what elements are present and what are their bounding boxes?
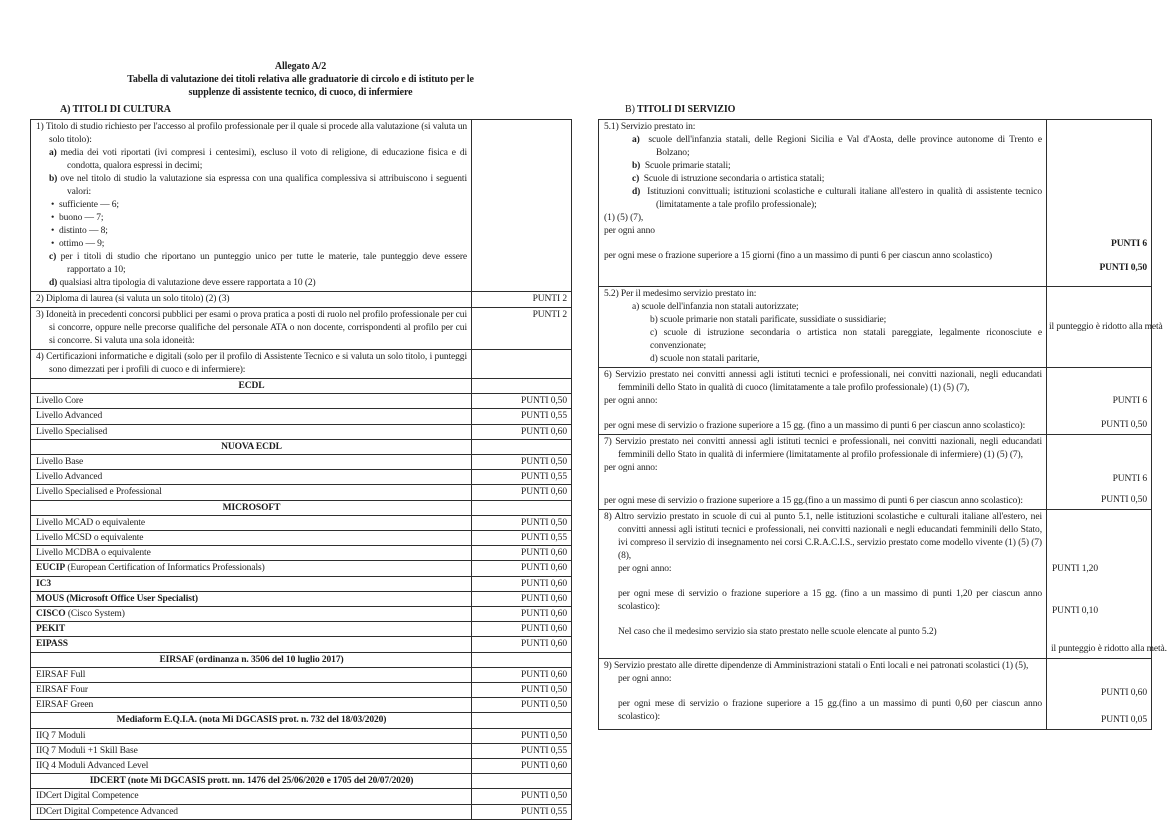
row-titolo-di-studio — [31, 120, 572, 292]
cert-item-cell — [31, 591, 472, 606]
row-7-points — [1047, 435, 1152, 510]
item-text: scuole dell'infanzia statali, delle Regioni Sicilia e Val d'Aosta, delle province autonome di Trento e Bolzano; — [648, 135, 1042, 158]
cert-item-row — [31, 409, 572, 424]
row-9-text-cell — [599, 659, 1047, 730]
item-text: per i titoli di studio che riportano un punteggio unico per tutte le materie, tale punteggio deve essere rapportato a 10; — [60, 252, 467, 275]
row-8-content — [604, 511, 1042, 657]
cert-item-points-cell — [472, 409, 572, 424]
cert-item-row — [31, 531, 572, 546]
cert-item-row — [31, 591, 572, 606]
row-3-text-cell — [31, 308, 472, 350]
row-7-per-mese: per ogni mese di servizio o frazione superiore a 15 gg.(fino a un massimo di punti 6 per ciascun anno scolastico): — [604, 496, 1023, 506]
right-section-heading — [598, 103, 1152, 117]
bullet-icon: • — [51, 239, 55, 249]
cert-item-points-cell — [472, 698, 572, 713]
item-text: ove nel titolo di studio la valutazione sia espressa con una qualifica complessiva si attribuiscono i seguenti valori: — [60, 174, 467, 197]
cert-item-rest: (European Certification of Informatics Professionals) — [65, 563, 265, 574]
item-label: d) — [49, 278, 58, 288]
points-per-mese: PUNTI 0,50 — [1099, 263, 1147, 273]
cert-item-cell — [31, 667, 472, 682]
row-4-text: 4) Certificazioni informatiche e digitali (solo per il profilo di Assistente Tecnico e si valuta un solo titolo, i punteggi sono dimezzati per i profili di cuoco e di infermiere): — [36, 352, 467, 375]
row-6-per-anno: per ogni anno: — [604, 396, 658, 406]
row-6-content — [604, 369, 1042, 433]
cert-item-cell — [31, 455, 472, 470]
cert-item-points-cell — [472, 607, 572, 622]
row-4-points — [472, 350, 572, 379]
cert-item-cell — [31, 698, 472, 713]
cert-item-points: PUNTI 0,60 — [521, 639, 567, 650]
cert-item-points-cell — [472, 515, 572, 530]
cert-item-points-cell — [472, 683, 572, 698]
row-7-text: 7) Servizio prestato nei convitti annessi agli istituti tecnici e professionali, nei convitti nazionali, negli educandati femminili dello Stato in qualità di infermiere (limitatamente al profilo professionale di infermiere) (1) (5) (7), — [604, 437, 1042, 460]
row-5-2-text-cell — [599, 287, 1047, 368]
row-2-text-cell — [31, 292, 472, 308]
cert-item-points-cell — [472, 804, 572, 819]
cert-item-points-cell — [472, 394, 572, 409]
row-5-1-item-b — [604, 160, 1042, 173]
row-1-bullet-3 — [36, 225, 467, 238]
row-5-1-item-c — [604, 173, 1042, 186]
cert-item-points-cell — [472, 637, 572, 652]
points-per-mese: PUNTI 0,50 — [1101, 495, 1147, 505]
cert-item-points-cell — [472, 789, 572, 804]
cert-item-rest: Livello Core — [36, 396, 84, 407]
row-1-intro: 1) Titolo di studio richiesto per l'accesso al profilo professionale per il quale si procede alla valutazione (si valuta un solo titolo): — [36, 122, 467, 145]
cert-item-rest: Livello Specialised e Professional — [36, 487, 162, 498]
row-5-2-item-b: b) scuole primarie non statali parificate, sussidiate o sussidiarie; — [650, 315, 887, 325]
cert-item-bold: CISCO — [36, 609, 66, 620]
cert-item-points-cell — [472, 546, 572, 561]
cert-item-row — [31, 394, 572, 409]
row-1-item-c — [36, 251, 467, 277]
item-label: b) — [49, 174, 58, 184]
cert-item-points-cell — [472, 424, 572, 439]
cert-item-bold: EIPASS — [36, 639, 68, 650]
cert-item-points: PUNTI 0,50 — [521, 791, 567, 802]
points-value: PUNTI 2 — [532, 310, 567, 320]
cert-item-row — [31, 637, 572, 652]
cert-item-cell — [31, 576, 472, 591]
cert-item-points: PUNTI 0,60 — [521, 609, 567, 620]
row-6-points — [1047, 368, 1152, 435]
cert-item-points-cell — [472, 622, 572, 637]
cert-section-label: NUOVA ECDL — [221, 441, 282, 452]
points-per-anno: PUNTI 6 — [1112, 474, 1147, 484]
cert-section-row — [31, 439, 572, 454]
cert-item-points: PUNTI 0,50 — [521, 517, 567, 528]
cert-item-row — [31, 759, 572, 774]
row-5-2-item-a: a) scuole dell'infanzia non statali autorizzate; — [632, 302, 799, 312]
title-line-2: Tabella di valutazione dei titoli relativa alle graduatorie di circolo e di istituto per le — [127, 74, 474, 85]
cert-item-cell — [31, 804, 472, 819]
heading-text: TITOLI DI SERVIZIO — [637, 104, 736, 115]
row-2-text: 2) Diploma di laurea (si valuta un solo titolo) (2) (3) — [36, 294, 230, 304]
points-per-anno: PUNTI 6 — [1111, 239, 1147, 249]
bullet-text: buono — 7; — [59, 213, 104, 223]
cert-section-cell — [31, 439, 472, 454]
cert-item-points-cell — [472, 455, 572, 470]
cert-item-points: PUNTI 0,55 — [521, 472, 567, 483]
bullet-icon: • — [51, 200, 55, 210]
cert-item-cell — [31, 728, 472, 743]
row-7-text-cell — [599, 435, 1047, 510]
title-line-allegato: Allegato A/2 — [274, 61, 327, 72]
row-6-text-cell — [599, 368, 1047, 435]
heading-prefix: B) — [625, 104, 635, 115]
row-titolo-di-studio-text — [31, 120, 472, 292]
cert-item-points: PUNTI 0,60 — [521, 669, 567, 680]
row-1-bullet-1 — [36, 199, 467, 212]
cert-item-row — [31, 683, 572, 698]
bullet-icon: • — [51, 213, 55, 223]
cert-item-row — [31, 789, 572, 804]
cert-item-cell — [31, 759, 472, 774]
cert-item-points-cell — [472, 576, 572, 591]
cert-section-points — [472, 713, 572, 728]
cert-item-row — [31, 804, 572, 819]
cert-item-cell — [31, 607, 472, 622]
row-1-item-b — [36, 173, 467, 199]
cert-item-points: PUNTI 0,50 — [521, 457, 567, 468]
points-ridotto-meta: il punteggio è ridotto alla metà. — [1051, 644, 1167, 654]
cert-item-cell — [31, 546, 472, 561]
row-8-nel-caso: Nel caso che il medesimo servizio sia stato prestato nelle scuole elencate al punto 5.2) — [618, 627, 937, 637]
cert-item-cell — [31, 743, 472, 758]
service-row-9 — [599, 659, 1152, 730]
cert-item-points-cell — [472, 470, 572, 485]
cert-section-cell — [31, 652, 472, 667]
bullet-icon: • — [51, 226, 55, 236]
cert-item-row — [31, 607, 572, 622]
cert-item-row — [31, 728, 572, 743]
cert-item-row — [31, 622, 572, 637]
row-5-1-text-cell — [599, 120, 1047, 287]
cert-section-cell — [31, 379, 472, 394]
cert-section-points — [472, 379, 572, 394]
row-8-per-anno: per ogni anno: — [618, 564, 672, 574]
cert-item-row — [31, 743, 572, 758]
cert-item-points: PUNTI 0,55 — [521, 533, 567, 544]
row-5-2-item-d: d) scuole non statali paritarie, — [650, 354, 760, 364]
row-5-1-points — [1047, 120, 1152, 287]
cert-section-row — [31, 713, 572, 728]
row-8-text-cell — [599, 510, 1047, 659]
cert-item-points-cell — [472, 531, 572, 546]
section-titoli-di-cultura — [30, 103, 572, 820]
item-text: Scuole primarie statali; — [644, 161, 731, 171]
row-9-content — [604, 660, 1042, 728]
cert-item-points-cell — [472, 561, 572, 576]
service-row-5-1 — [599, 120, 1152, 287]
row-5-1-per-anno: per ogni anno — [604, 226, 655, 236]
cert-section-row — [31, 500, 572, 515]
cert-item-row — [31, 515, 572, 530]
cert-section-row — [31, 774, 572, 789]
service-row-6 — [599, 368, 1152, 435]
cert-item-cell — [31, 394, 472, 409]
cert-item-points: PUNTI 0,60 — [521, 487, 567, 498]
cert-item-points: PUNTI 0,60 — [521, 426, 567, 437]
cert-item-rest: Livello Specialised — [36, 426, 108, 437]
title-line-3: supplenze di assistente tecnico, di cuoco, di infermiere — [188, 87, 413, 98]
cert-item-bold: IC3 — [36, 578, 52, 589]
cert-item-rest: (Cisco System) — [65, 609, 125, 620]
service-row-8 — [599, 510, 1152, 659]
item-label: b) — [632, 161, 641, 171]
row-idoneita-concorsi — [31, 308, 572, 350]
cert-item-rest: EIRSAF Full — [36, 669, 86, 680]
cert-item-rest: IIQ 7 Moduli +1 Skill Base — [36, 745, 138, 756]
cert-section-label: MICROSOFT — [222, 502, 281, 513]
cert-section-points — [472, 774, 572, 789]
cert-item-cell — [31, 485, 472, 500]
row-5-1-per-mese: per ogni mese o frazione superiore a 15 giorni (fino a un massimo di punti 6 per ciascun anno scolastico) — [604, 251, 993, 261]
cert-item-points: PUNTI 0,50 — [521, 700, 567, 711]
cert-item-cell — [31, 531, 472, 546]
cert-item-row — [31, 485, 572, 500]
row-1-points — [472, 120, 572, 292]
cert-item-points: PUNTI 0,60 — [521, 593, 567, 604]
cert-section-cell — [31, 713, 472, 728]
titoli-di-cultura-table — [30, 119, 572, 820]
row-6-text: 6) Servizio prestato nei convitti annessi agli istituti tecnici e professionali, nei convitti nazionali, negli educandati femminili dello Stato in qualità di cuoco (limitatamente a tale profilo professionale) (1) (5) (7), — [604, 370, 1042, 393]
row-1-item-d — [36, 277, 467, 290]
row-1-item-a — [36, 147, 467, 173]
item-label: d) — [632, 187, 641, 197]
row-5-2-item-c: c) scuole di istruzione secondaria o artistica non statali pareggiate, legalmente riconosciute e convenzionate; — [650, 328, 1042, 351]
row-6-per-mese: per ogni mese di servizio o frazione superiore a 15 gg. (fino a un massimo di punti 6 per ciascun anno scolastico): — [604, 421, 1026, 431]
cert-item-cell — [31, 789, 472, 804]
bullet-text: ottimo — 9; — [59, 239, 105, 249]
row-3-points — [472, 308, 572, 350]
cert-item-points: PUNTI 0,50 — [521, 730, 567, 741]
cert-item-cell — [31, 637, 472, 652]
row-diploma-di-laurea — [31, 292, 572, 308]
cert-item-points: PUNTI 0,60 — [521, 624, 567, 635]
row-7-per-anno: per ogni anno: — [604, 463, 658, 473]
item-label: a) — [632, 135, 640, 145]
cert-section-points — [472, 500, 572, 515]
cert-section-row — [31, 379, 572, 394]
cert-item-row — [31, 424, 572, 439]
cert-item-row — [31, 561, 572, 576]
row-8-points — [1047, 510, 1167, 659]
cert-item-points-cell — [472, 485, 572, 500]
cert-item-rest: Livello MCSD o equivalente — [36, 533, 144, 544]
cert-item-cell — [31, 409, 472, 424]
cert-item-points: PUNTI 0,55 — [521, 806, 567, 817]
cert-item-row — [31, 455, 572, 470]
cert-item-rest: IIQ 4 Moduli Advanced Level — [36, 761, 149, 772]
item-text: media dei voti riportati (ivi compresi i centesimi), escluso il voto di religione, di educazione fisica e di condotta, qualora espressi in decimi; — [60, 148, 468, 171]
cert-item-points-cell — [472, 743, 572, 758]
row-5-1-item-d — [604, 186, 1042, 212]
row-1-bullet-4 — [36, 238, 467, 251]
row-9-points — [1047, 659, 1152, 730]
row-5-1-intro: 5.1) Servizio prestato in: — [604, 122, 696, 132]
cert-item-points: PUNTI 0,50 — [521, 396, 567, 407]
points-per-anno: PUNTI 1,20 — [1052, 564, 1098, 574]
item-text: Istituzioni convittuali; istituzioni scolastiche e culturali italiane all'estero in qualità di assistente tecnico (limitatamente a tale profilo professionale); — [647, 187, 1042, 210]
cert-item-points: PUNTI 0,55 — [521, 745, 567, 756]
cert-section-label: EIRSAF (ordinanza n. 3506 del 10 luglio 2017) — [159, 654, 344, 665]
points-value: PUNTI 2 — [532, 294, 567, 304]
service-row-7 — [599, 435, 1152, 510]
cert-item-points: PUNTI 0,60 — [521, 548, 567, 559]
row-9-text: 9) Servizio prestato alle dirette dipendenze di Amministrazioni statali o Enti locali e nei patronati scolastici (1) (5), — [604, 661, 1029, 671]
cert-section-label: IDCERT (note Mi DGCASIS prott. nn. 1476 del 25/06/2020 e 1705 del 20/07/2020) — [89, 776, 414, 787]
points-per-mese: PUNTI 0,05 — [1101, 715, 1147, 725]
points-ridotto-meta: il punteggio è ridotto alla metà — [1049, 322, 1163, 332]
points-per-mese: PUNTI 0,10 — [1052, 606, 1098, 616]
cert-item-rest: IDCert Digital Competence — [36, 791, 139, 802]
cert-item-points-cell — [472, 591, 572, 606]
cert-item-rest: IIQ 7 Moduli — [36, 730, 86, 741]
cert-item-row — [31, 546, 572, 561]
cert-item-cell — [31, 470, 472, 485]
cert-item-cell — [31, 683, 472, 698]
row-5-2-content — [604, 288, 1042, 366]
row-9-per-anno: per ogni anno: — [618, 674, 672, 684]
cert-item-points: PUNTI 0,60 — [521, 761, 567, 772]
cert-item-bold: EUCIP — [36, 563, 66, 574]
document-title — [30, 60, 571, 99]
row-5-1-item-a — [604, 134, 1042, 160]
cert-section-cell — [31, 500, 472, 515]
cert-item-row — [31, 470, 572, 485]
points-per-mese: PUNTI 0,50 — [1101, 420, 1147, 430]
left-section-heading: A) TITOLI DI CULTURA — [60, 104, 171, 115]
cert-item-rest: Livello Advanced — [36, 411, 103, 422]
row-8-per-mese: per ogni mese di servizio o frazione superiore a 15 gg. (fino a un massimo di punti 1,20 per ciascun anno scolastico): — [618, 589, 1042, 612]
cert-item-rest: EIRSAF Green — [36, 700, 94, 711]
service-row-5-2 — [599, 287, 1152, 368]
row-4-text-cell — [31, 350, 472, 379]
item-label: c) — [49, 252, 57, 262]
item-text: qualsiasi altra tipologia di valutazione deve essere rapportata a 10 (2) — [59, 278, 316, 288]
row-1-bullet-2 — [36, 212, 467, 225]
row-5-2-intro: 5.2) Per il medesimo servizio prestato in: — [604, 289, 757, 299]
row-8-text: 8) Altro servizio prestato in scuole di cui al punto 5.1, nelle istituzioni scolastiche e culturali italiane all'estero, nei convitti annessi agli istituti tecnici e professionali, nei convitti nazionali e negli educandati femminili dello Stato, ivi compreso il servizio di insegnamento nei corsi C.R.A.C.I.S., servizio prestato come modello vivente (1) (5) (7) (8), — [604, 512, 1042, 561]
points-per-anno: PUNTI 0,60 — [1101, 688, 1147, 698]
row-certificazioni-informatiche — [31, 350, 572, 379]
cert-item-rest: Livello Base — [36, 457, 84, 468]
row-9-per-mese: per ogni mese di servizio o frazione superiore a 15 gg.(fino a un massimo di punti 0,60 per ciascun anno scolastico): — [618, 699, 1042, 722]
cert-item-row — [31, 698, 572, 713]
item-label: a) — [49, 148, 57, 158]
cert-item-rest: EIRSAF Four — [36, 685, 88, 696]
cert-item-rest: Livello MCAD o equivalente — [36, 517, 146, 528]
bullet-text: sufficiente — 6; — [59, 200, 119, 210]
cert-item-rest: Livello Advanced — [36, 472, 103, 483]
cert-item-cell — [31, 424, 472, 439]
cert-item-points: PUNTI 0,60 — [521, 578, 567, 589]
cert-item-row — [31, 576, 572, 591]
row-7-content — [604, 436, 1042, 508]
bullet-text: distinto — 8; — [59, 226, 108, 236]
cert-section-row — [31, 652, 572, 667]
cert-item-rest: IDCert Digital Competence Advanced — [36, 806, 178, 817]
cert-item-bold: PEKIT — [36, 624, 66, 635]
cert-section-points — [472, 652, 572, 667]
cert-item-points: PUNTI 0,50 — [521, 685, 567, 696]
cert-item-cell — [31, 515, 472, 530]
row-5-1-content — [604, 121, 1042, 285]
certification-rows — [31, 379, 572, 820]
row-5-1-notes: (1) (5) (7), — [604, 213, 644, 223]
cert-item-points-cell — [472, 667, 572, 682]
row-5-2-points — [1047, 287, 1163, 368]
points-per-anno: PUNTI 6 — [1112, 396, 1147, 406]
cert-item-cell — [31, 622, 472, 637]
cert-section-label: Mediaform E.Q.I.A. (nota Mi DGCASIS prot. n. 732 del 18/03/2020) — [116, 715, 387, 726]
cert-section-points — [472, 439, 572, 454]
cert-section-label: ECDL — [238, 381, 265, 391]
row-2-points — [472, 292, 572, 308]
cert-section-cell — [31, 774, 472, 789]
cert-item-rest: Livello MCDBA o equivalente — [36, 548, 151, 559]
row-3-text: 3) Idoneità in precedenti concorsi pubblici per esami o prova pratica a posti di ruolo nel profilo professionale per cui si concorre, oppure nelle precorse qualifiche del personale ATA o non docente, corrispondenti al profilo per cui si concorre. Si valuta una sola idoneità: — [36, 310, 467, 346]
cert-item-cell — [31, 561, 472, 576]
cert-item-bold: MOUS (Microsoft Office User Specialist) — [36, 593, 198, 604]
cert-item-row — [31, 667, 572, 682]
cert-item-points-cell — [472, 759, 572, 774]
titoli-di-servizio-table — [598, 119, 1167, 730]
item-label: c) — [632, 174, 640, 184]
cert-item-points: PUNTI 0,55 — [521, 411, 567, 422]
item-text: Scuole di istruzione secondaria o artistica statali; — [643, 174, 825, 184]
cert-item-points-cell — [472, 728, 572, 743]
cert-item-points: PUNTI 0,60 — [521, 563, 567, 574]
section-titoli-di-servizio — [598, 103, 1167, 730]
